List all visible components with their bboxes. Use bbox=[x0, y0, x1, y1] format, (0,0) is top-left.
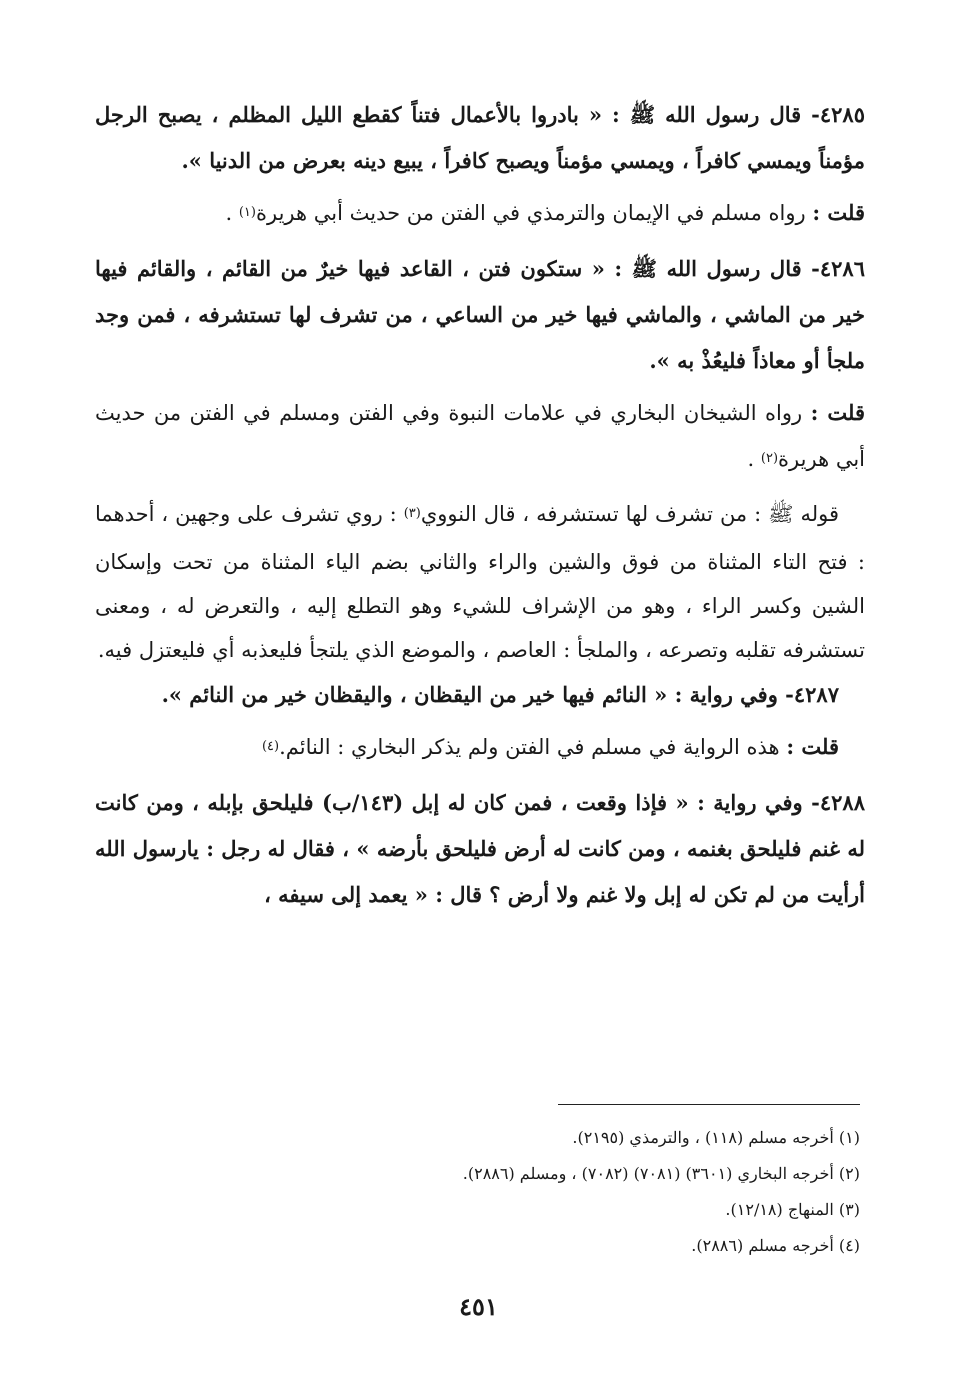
note-text: رواه مسلم في الإيمان والترمذي في الفتن من حديث أبي هريرة bbox=[255, 201, 813, 225]
page-number: ٤٥١ bbox=[459, 1292, 498, 1321]
note-4285 bbox=[95, 190, 865, 240]
main-text bbox=[95, 92, 865, 918]
hadith-4285: ٤٢٨٥- قال رسول الله ﷺ : « بادروا بالأعمال فتناً كقطع الليل المظلم ، يصبح الرجل مؤمناً ويمسي كافراً ، ويمسي مؤمناً ويصبح كافراً ، يبيع دينه بعرض من الدنيا ». bbox=[95, 102, 865, 173]
footnote-ref-2: (٢) bbox=[760, 451, 779, 466]
footnote-ref-3: (٣) bbox=[403, 506, 421, 521]
note-end: . bbox=[225, 201, 239, 225]
footnote-ref-1: (١) bbox=[238, 205, 256, 220]
commentary-rest: : روي تشرف على وجهين ، أحدهما : فتح التاء المثناة من فوق والشين والراء والثاني بضم الياء المثناة من تحت وإسكان الشين وكسر الراء ، وهو من الإشراف للشيء وهو التطلع إليه ، والتعرض له ، ومعنى تستشرفه تقلبه وتصرعه ، والملجأ : العاصم ، والموضع الذي يلتجأ فليعذبه أي فليعتزل فيه. bbox=[95, 502, 865, 662]
note-label: قلت : bbox=[786, 734, 839, 759]
hadith-4287: ٤٢٨٧- وفي رواية : « النائم فيها خير من اليقظان ، واليقظان خير من النائم ». bbox=[161, 682, 839, 707]
footnote-1: (١) أخرجه مسلم (١١٨) ، والترمذي (٢١٩٥). bbox=[572, 1128, 860, 1147]
footnote-ref-4: (٤) bbox=[261, 739, 280, 754]
footnote-divider bbox=[558, 1104, 860, 1105]
note-text: رواه الشيخان البخاري في علامات النبوة وفي الفتن ومسلم في الفتن من حديث أبي هريرة bbox=[95, 401, 865, 471]
note-4286 bbox=[95, 390, 865, 486]
note-label: قلت : bbox=[810, 400, 865, 425]
hadith-4288: ٤٢٨٨- وفي رواية : « فإذا وقعت ، فمن كان له إبل (١٤٣/ب) فليلحق بإبله ، ومن كانت له غنم فليلحق بغنمه ، ومن كانت له أرض فليلحق بأرضه » ، فقال له رجل : يارسول الله أرأيت من لم تكن له إبل ولا غنم ولا أرض ؟ قال : « يعمد إلى سيفه ، bbox=[95, 790, 865, 907]
footnotes bbox=[300, 1120, 860, 1264]
note-label: قلت : bbox=[812, 200, 865, 225]
footnote-3: (٣) المنهاج (١٢/١٨). bbox=[725, 1200, 860, 1219]
commentary-start: قوله ﷺ : من تشرف لها تستشرفه ، قال النووي bbox=[420, 502, 840, 526]
footnote-4: (٤) أخرجه مسلم (٢٨٨٦). bbox=[691, 1236, 860, 1255]
commentary bbox=[95, 492, 865, 672]
note-end: . bbox=[747, 447, 761, 471]
note-4287 bbox=[95, 724, 865, 774]
note-text: هذه الرواية في مسلم في الفتن ولم يذكر البخاري : النائم. bbox=[279, 735, 787, 759]
hadith-4286: ٤٢٨٦- قال رسول الله ﷺ : « ستكون فتن ، القاعد فيها خيرٌ من القائم ، والقائم فيها خير من الماشي ، والماشي فيها خير من الساعي ، من تشرف لها تستشرفه ، فمن وجد ملجأ أو معاذاً فليعُذْ به ». bbox=[95, 256, 865, 373]
footnote-2: (٢) أخرجه البخاري (٣٦٠١) (٧٠٨١) (٧٠٨٢) ، ومسلم (٢٨٨٦). bbox=[462, 1164, 860, 1183]
